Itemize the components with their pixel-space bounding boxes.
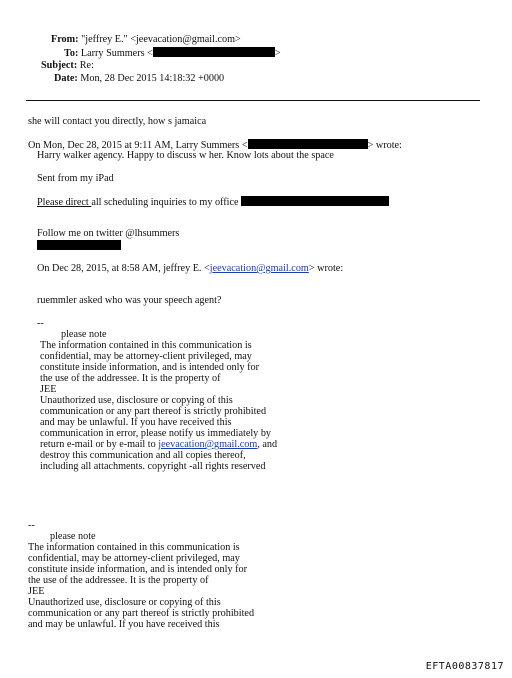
note-line: the use of the addressee. It is the property of <box>40 373 221 384</box>
note-line: confidential, may be attorney-client privileged, may <box>40 351 252 362</box>
date-label: Date: <box>54 73 78 84</box>
quote1-intro-prefix: On Mon, Dec 28, 2015 at 9:11 AM, Larry Summers < <box>28 140 248 151</box>
quote1-intro-suffix: > wrote: <box>367 140 402 151</box>
direct-underlined: Please direct <box>37 197 92 208</box>
note-title: please note <box>50 531 96 542</box>
note-line: communication in error, please notify us immediately by <box>40 428 272 439</box>
scheduling-line <box>37 196 389 209</box>
quote1-line1: Harry walker agency. Happy to discuss w her. Know lots about the space <box>37 150 334 161</box>
to-value: Larry Summers < <box>80 48 153 59</box>
subject-label: Subject: <box>41 60 78 71</box>
follow-line: Follow me on twitter @lhsummers <box>37 228 180 239</box>
date-value: Mon, 28 Dec 2015 14:18:32 +0000 <box>80 73 225 84</box>
redaction-block <box>153 47 275 57</box>
note-line: including all attachments. copyright -all rights reserved <box>40 461 266 472</box>
subject-value: Re: <box>79 60 94 71</box>
quote2-prefix: On Dec 28, 2015, at 8:58 AM, jeffrey E. < <box>37 263 210 274</box>
note-line: and may be unlawful. If you have received this <box>40 417 232 428</box>
redaction-block <box>248 139 368 149</box>
to-label: To: <box>64 48 79 59</box>
from-row <box>51 34 241 46</box>
redaction-block <box>241 196 389 206</box>
email-link[interactable]: jeevacation@gmail.com <box>209 263 309 274</box>
note-line: JEE <box>28 586 45 597</box>
note-line: communication or any part thereof is strictly prohibited <box>28 608 255 619</box>
date-row <box>54 73 224 85</box>
from-value: "jeffrey E." <jeevacation@gmail.com> <box>81 34 241 45</box>
note-line: constitute inside information, and is intended only for <box>28 564 247 575</box>
note-line: confidential, may be attorney-client privileged, may <box>28 553 240 564</box>
reply-line: she will contact you directly, how s jamaica <box>28 116 207 127</box>
to-row <box>64 47 281 60</box>
note-line: JEE <box>40 384 57 395</box>
note-line: destroy this communication and all copies thereof, <box>40 450 246 461</box>
note-line: Unauthorized use, disclosure or copying of this <box>28 597 221 608</box>
note-line: Unauthorized use, disclosure or copying of this <box>40 395 233 406</box>
follow-redaction-row <box>37 240 121 253</box>
quote2-intro <box>37 263 343 275</box>
to-close: > <box>274 48 281 59</box>
question-line: ruemmler asked who was your speech agent? <box>37 295 222 306</box>
note-line: and may be unlawful. If you have received this <box>28 619 220 630</box>
header-divider <box>26 100 480 101</box>
signature-dash: -- <box>37 318 44 329</box>
sent-from: Sent from my iPad <box>37 173 114 184</box>
direct-rest: all scheduling inquiries to my office <box>91 197 239 208</box>
note-line: the use of the addressee. It is the property of <box>28 575 209 586</box>
note-line: The information contained in this communication is <box>28 542 240 553</box>
signature-dash: -- <box>28 520 35 531</box>
note-line: The information contained in this communication is <box>40 340 252 351</box>
document-id: EFTA00837817 <box>425 661 504 672</box>
note-line: constitute inside information, and is intended only for <box>40 362 259 373</box>
email-link[interactable]: jeevacation@gmail.com <box>158 439 258 450</box>
note-title: please note <box>61 329 107 340</box>
from-label: From: <box>51 34 79 45</box>
redaction-block <box>37 240 121 250</box>
note-line: communication or any part thereof is strictly prohibited <box>40 406 267 417</box>
note-return-prefix: return e-mail or by e-mail to <box>40 439 159 450</box>
quote2-suffix: > wrote: <box>308 263 344 274</box>
subject-row <box>41 60 94 72</box>
note-return-suffix: , and <box>257 439 278 450</box>
